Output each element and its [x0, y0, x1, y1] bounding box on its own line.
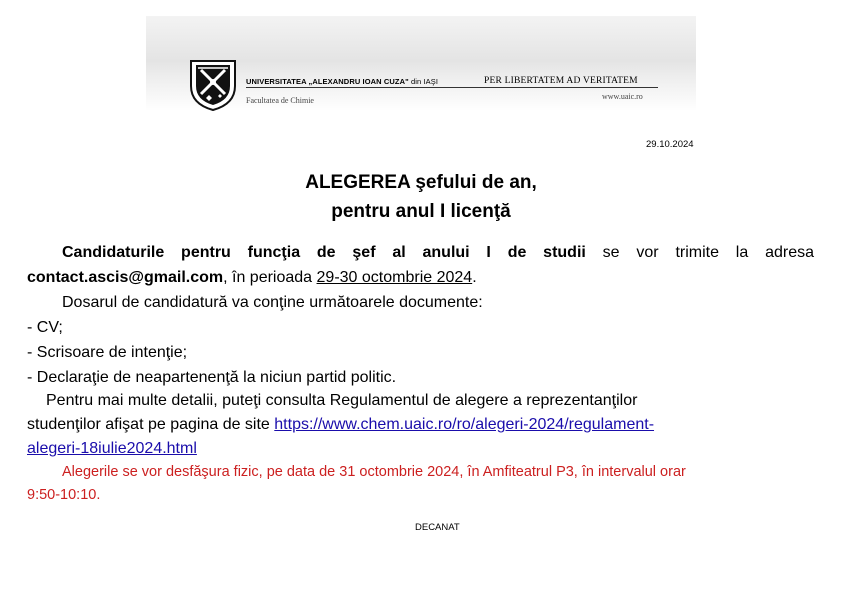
university-motto: PER LIBERTATEM AD VERITATEM: [484, 76, 638, 86]
document-title-line2: pentru anul I licenţă: [331, 201, 511, 222]
university-crest-logo: [188, 58, 238, 112]
election-notice-line2: 9:50-10:10.: [27, 487, 101, 503]
regulation-link-continued[interactable]: alegeri-18iulie2024.html: [27, 440, 197, 457]
election-notice-line1: Alegerile se vor desfăşura fizic, pe data de 31 octombrie 2024, în Amfiteatrul P3, în intervalul orar: [62, 464, 686, 480]
regulation-link[interactable]: https://www.chem.uaic.ro/ro/alegeri-2024/regulament-: [274, 416, 655, 433]
faculty-name: Facultatea de Chimie: [246, 96, 314, 105]
list-item: - CV;: [27, 319, 63, 336]
paragraph-details-line1: Pentru mai multe detalii, puteţi consulta Regulamentul de alegere a reprezentanţilor: [46, 392, 638, 409]
paragraph-email-period: contact.ascis@gmail.com, în perioada 29-30 octombrie 2024.: [27, 269, 477, 286]
paragraph-details-line3: [27, 440, 197, 458]
university-website: www.uaic.ro: [602, 92, 643, 101]
paragraph-details-line2: studenţilor afişat pe pagina de site https://www.chem.uaic.ro/ro/alegeri-2024/regulament-: [27, 416, 655, 433]
document-date: 29.10.2024: [646, 139, 694, 150]
paragraph-candidatures: Candidaturile pentru funcţia de şef al anului I de studii se vor trimite la adresa: [62, 244, 815, 261]
document-title-line1: ALEGEREA şefului de an,: [305, 172, 537, 193]
list-item: - Declaraţie de neapartenenţă la niciun partid politic.: [27, 369, 397, 386]
header-divider: [246, 87, 658, 88]
list-item: - Scrisoare de intenţie;: [27, 344, 188, 361]
submission-period: 29-30 octombrie 2024: [316, 269, 473, 286]
paragraph-dossier: Dosarul de candidatură va conţine următoarele documente:: [62, 294, 483, 311]
university-name: UNIVERSITATEA „ALEXANDRU IOAN CUZA" din IAŞI: [246, 77, 439, 86]
contact-email: contact.ascis@gmail.com: [27, 269, 224, 286]
signature-decanat: DECANAT: [415, 522, 460, 533]
